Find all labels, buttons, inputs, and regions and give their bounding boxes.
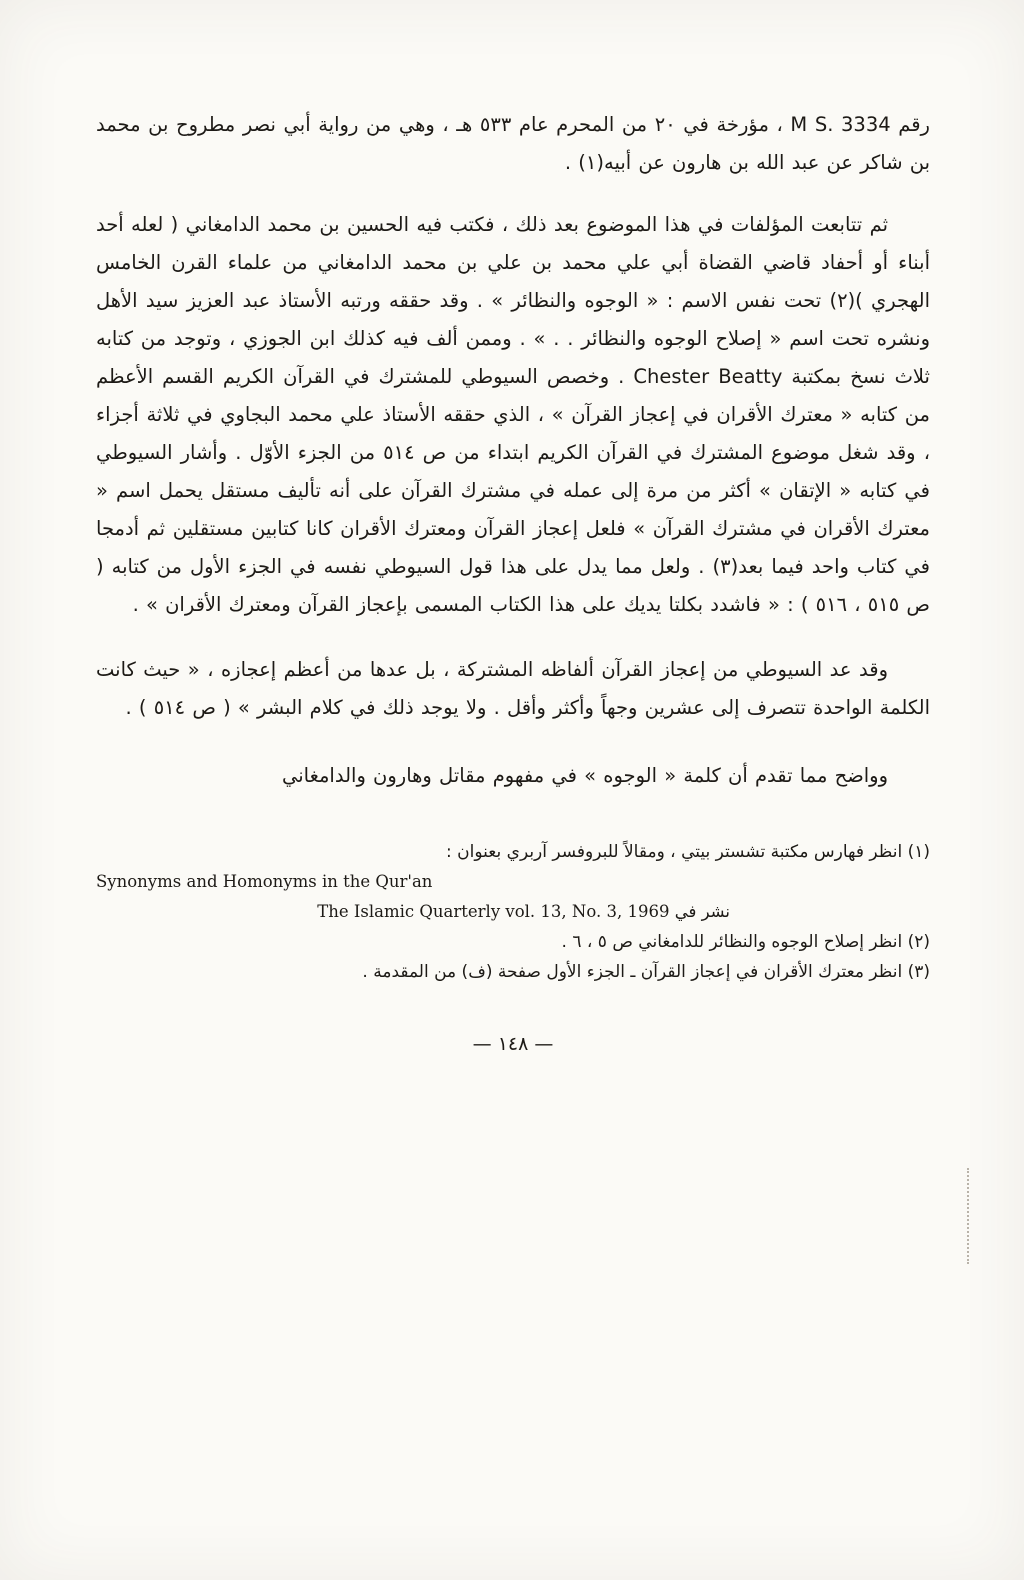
body-paragraph: ثم تتابعت المؤلفات في هذا الموضوع بعد ذلك ، فكتب فيه الحسين بن محمد الدامغاني ( لعله أحد أبناء أو أحفاد قاضي القضاة أبي علي محمد بن علي بن محمد الدامغاني من علماء القرن الخامس الهجري )(٢) تحت نفس الاسم : « الوجوه والنظائر » . وقد حققه ورتبه الأستاذ عبد العزيز سيد الأهل ونشره تحت اسم « إصلاح الوجوه والنظائر . . » . وممن ألف فيه كذلك ابن الجوزي ، وتوجد من كتابه ثلاث نسخ بمكتبة Chester Beatty . وخصص السيوطي للمشترك في القرآن الكريم القسم الأعظم من كتابه « معترك الأقران في إعجاز القرآن » ، الذي حققه الأستاذ علي محمد البجاوي في ثلاثة أجزاء ، وقد شغل موضوع المشترك في القرآن الكريم ابتداء من ص ٥١٤ من الجزء الأوّل . وأشار السيوطي في كتابه « الإتقان » أكثر من مرة إلى عمله في مشترك القرآن على أنه تأليف مستقل يحمل اسم « معترك الأقران في مشترك القرآن » فلعل إعجاز القرآن ومعترك الأقران كانا كتابين مستقلين ثم أدمجا في كتاب واحد فيما بعد(٣) . ولعل مما يدل على هذا قول السيوطي نفسه في الجزء الأول من كتابه ( ص ٥١٥ ، ٥١٦ ) : « فاشدد بكلتا يديك على هذا الكتاب المسمى بإعجاز القرآن ومعترك الأقران » . — [96, 213, 930, 616]
body-paragraph-continuation: رقم M S. 3334 ، مؤرخة في ٢٠ من المحرم عام ٥٣٣ هـ ، وهي من رواية أبي نصر مطروح بن محمد بن شاكر عن عبد الله بن هارون عن أبيه(١) . — [96, 113, 930, 174]
footnote-1-latin-title: Synonyms and Homonyms in the Qur'an — [96, 872, 433, 891]
footnote-1-line-1: (١) انظر فهارس مكتبة تشستر بيتي ، ومقالاً للبروفسر آربري بعنوان : — [446, 842, 930, 862]
main-text-block — [96, 106, 930, 795]
page-number: — ١٤٨ — — [472, 1033, 554, 1055]
body-paragraph: وواضح مما تقدم أن كلمة « الوجوه » في مفهوم مقاتل وهارون والدامغاني — [281, 764, 888, 787]
scan-artifact-dotted-line — [967, 1168, 969, 1264]
body-paragraph: وقد عد السيوطي من إعجاز القرآن ألفاظه المشتركة ، بل عدها من أعظم إعجازه ، « حيث كانت الكلمة الواحدة تتصرف إلى عشرين وجهاً وأكثر وأقل . ولا يوجد ذلك في كلام البشر » ( ص ٥١٤ ) . — [96, 658, 930, 719]
footnote-3: (٣) انظر معترك الأقران في إعجاز القرآن ـ الجزء الأول صفحة (ف) من المقدمة . — [362, 962, 930, 982]
footnote-2: (٢) انظر إصلاح الوجوه والنظائر للدامغاني ص ٥ ، ٦ . — [561, 932, 930, 952]
footnotes-section — [96, 837, 930, 987]
footnote-1-journal-reference: نشر في The Islamic Quarterly vol. 13, No. 3, 1969 — [317, 902, 730, 921]
